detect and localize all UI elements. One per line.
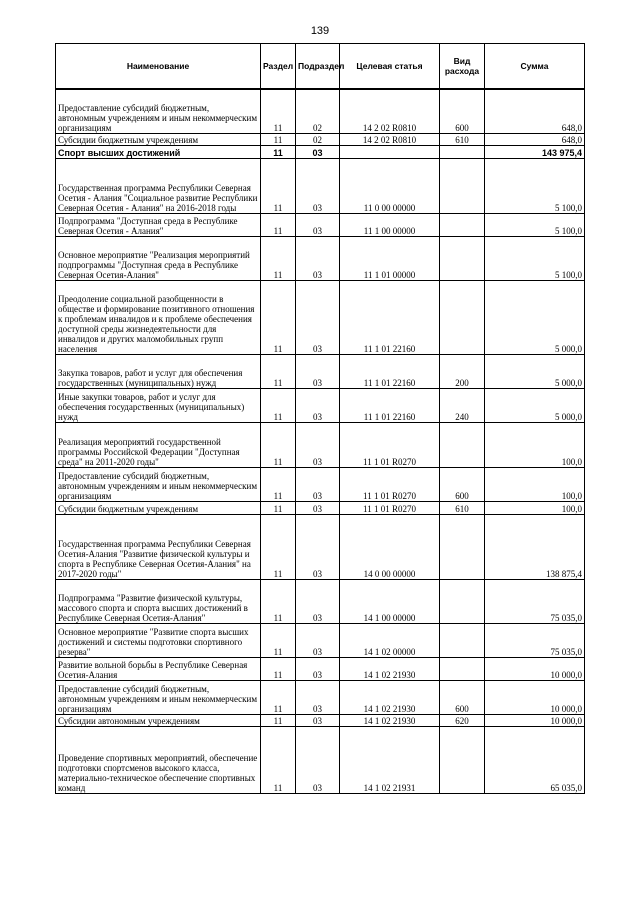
cell-subsection: 03: [296, 422, 340, 467]
cell-target: 14 1 02 21930: [340, 680, 440, 714]
cell-section: 11: [261, 514, 296, 579]
cell-target: 11 1 01 R0270: [340, 501, 440, 514]
cell-target: 11 1 01 00000: [340, 236, 440, 280]
cell-target: 11 1 00 00000: [340, 213, 440, 236]
cell-sum: 5 100,0: [485, 213, 585, 236]
cell-name: Основное мероприятие "Реализация мероприятий подпрограммы "Доступная среда в Республике Северная Осетия-Алания": [56, 236, 261, 280]
cell-name: Государственная программа Республики Северная Осетия-Алания "Развитие физической культуры и спорта в Республике Северная Осетия-Алания" на 2017-2020 годы": [56, 514, 261, 579]
cell-type: [440, 657, 485, 680]
cell-sum: 75 035,0: [485, 623, 585, 657]
table-row: [56, 354, 585, 388]
cell-subsection: 03: [296, 680, 340, 714]
cell-name: Субсидии бюджетным учреждениям: [56, 501, 261, 514]
header-subsection: Подраздел: [296, 44, 340, 90]
cell-subsection: 03: [296, 467, 340, 501]
cell-sum: 10 000,0: [485, 657, 585, 680]
cell-type: [440, 145, 485, 158]
cell-type: [440, 236, 485, 280]
cell-section: 11: [261, 501, 296, 514]
cell-subsection: 03: [296, 236, 340, 280]
cell-target: 14 2 02 R0810: [340, 89, 440, 133]
cell-type: 240: [440, 388, 485, 422]
cell-section: 11: [261, 280, 296, 354]
cell-sum: 65 035,0: [485, 726, 585, 793]
cell-type: 200: [440, 354, 485, 388]
cell-sum: 143 975,4: [485, 145, 585, 158]
cell-name: Основное мероприятие "Развитие спорта высших достижений и системы подготовки спортивного резерва": [56, 623, 261, 657]
cell-target: 11 1 01 22160: [340, 388, 440, 422]
cell-name: Подпрограмма "Развитие физической культуры, массового спорта и спорта высших достижений в Республике Северная Осетия-Алания": [56, 579, 261, 623]
cell-subsection: 03: [296, 579, 340, 623]
cell-target: 11 1 01 22160: [340, 354, 440, 388]
cell-section: 11: [261, 236, 296, 280]
cell-section: 11: [261, 133, 296, 145]
cell-target: 14 0 00 00000: [340, 514, 440, 579]
cell-section: 11: [261, 158, 296, 213]
table-row: [56, 236, 585, 280]
cell-section: 11: [261, 388, 296, 422]
cell-section: 11: [261, 213, 296, 236]
table-row: [56, 467, 585, 501]
cell-section: 11: [261, 657, 296, 680]
cell-sum: 648,0: [485, 89, 585, 133]
cell-target: 11 1 01 R0270: [340, 422, 440, 467]
cell-name: Субсидии автономным учреждениям: [56, 714, 261, 726]
cell-sum: 75 035,0: [485, 579, 585, 623]
cell-section: 11: [261, 714, 296, 726]
header-section: Раздел: [261, 44, 296, 90]
cell-subsection: 02: [296, 133, 340, 145]
table-row: [56, 280, 585, 354]
cell-target: 14 1 00 00000: [340, 579, 440, 623]
cell-type: [440, 158, 485, 213]
cell-name: Закупка товаров, работ и услуг для обеспечения государственных (муниципальных) нужд: [56, 354, 261, 388]
cell-target: 11 0 00 00000: [340, 158, 440, 213]
cell-name: Субсидии бюджетным учреждениям: [56, 133, 261, 145]
cell-name: Предоставление субсидий бюджетным, автономным учреждениям и иным некоммерческим организациям: [56, 89, 261, 133]
cell-subsection: 03: [296, 657, 340, 680]
cell-type: [440, 623, 485, 657]
cell-name: Иные закупки товаров, работ и услуг для обеспечения государственных (муниципальных) нужд: [56, 388, 261, 422]
table-row: [56, 623, 585, 657]
cell-subsection: 02: [296, 89, 340, 133]
table-row: [56, 89, 585, 133]
table-body: [56, 89, 585, 793]
budget-table: [55, 43, 585, 794]
table-row: [56, 133, 585, 145]
cell-type: [440, 213, 485, 236]
table-header-row: [56, 44, 585, 90]
cell-target: 11 1 01 22160: [340, 280, 440, 354]
cell-type: 620: [440, 714, 485, 726]
header-name: Наименование: [56, 44, 261, 90]
cell-section: 11: [261, 579, 296, 623]
cell-section: 11: [261, 354, 296, 388]
cell-target: 14 1 02 21930: [340, 714, 440, 726]
cell-target: [340, 145, 440, 158]
cell-section: 11: [261, 145, 296, 158]
cell-sum: 5 000,0: [485, 388, 585, 422]
cell-sum: 100,0: [485, 422, 585, 467]
cell-sum: 10 000,0: [485, 680, 585, 714]
table-row: [56, 145, 585, 158]
cell-subsection: 03: [296, 145, 340, 158]
table-row: [56, 657, 585, 680]
cell-subsection: 03: [296, 354, 340, 388]
table-row: [56, 514, 585, 579]
page-number: 139: [310, 25, 330, 37]
cell-target: 14 1 02 00000: [340, 623, 440, 657]
cell-sum: 5 100,0: [485, 158, 585, 213]
cell-section: 11: [261, 623, 296, 657]
cell-name: Государственная программа Республики Северная Осетия - Алания "Социальное развитие Республики Северная Осетия - Алания" на 2016-2018 годы: [56, 158, 261, 213]
cell-sum: 10 000,0: [485, 714, 585, 726]
cell-type: 600: [440, 89, 485, 133]
cell-sum: 648,0: [485, 133, 585, 145]
cell-sum: 5 100,0: [485, 236, 585, 280]
cell-name: Преодоление социальной разобщенности в обществе и формирование позитивного отношения к проблемам инвалидов и к проблеме обеспечения доступной среды жизнедеятельности для инвалидов и других маломобильных групп населения: [56, 280, 261, 354]
cell-subsection: 03: [296, 213, 340, 236]
header-target: Целевая статья: [340, 44, 440, 90]
table-row: [56, 422, 585, 467]
cell-target: 14 1 02 21930: [340, 657, 440, 680]
table-row: [56, 726, 585, 793]
cell-subsection: 03: [296, 388, 340, 422]
cell-type: [440, 280, 485, 354]
cell-sum: 5 000,0: [485, 354, 585, 388]
table-row: [56, 714, 585, 726]
cell-section: 11: [261, 89, 296, 133]
cell-type: 600: [440, 467, 485, 501]
cell-sum: 5 000,0: [485, 280, 585, 354]
header-type: Вид расхода: [440, 44, 485, 90]
cell-sum: 100,0: [485, 501, 585, 514]
cell-subsection: 03: [296, 514, 340, 579]
cell-name: Предоставление субсидий бюджетным, автономным учреждениям и иным некоммерческим организациям: [56, 680, 261, 714]
table-row: [56, 213, 585, 236]
cell-section: 11: [261, 422, 296, 467]
cell-subsection: 03: [296, 714, 340, 726]
cell-subsection: 03: [296, 623, 340, 657]
cell-section: 11: [261, 726, 296, 793]
cell-subsection: 03: [296, 280, 340, 354]
cell-name: Проведение спортивных мероприятий, обеспечение подготовки спортсменов высокого класса, материально-техническое обеспечение спортивных команд: [56, 726, 261, 793]
cell-section: 11: [261, 680, 296, 714]
cell-subsection: 03: [296, 158, 340, 213]
cell-sum: 100,0: [485, 467, 585, 501]
table-row: [56, 388, 585, 422]
cell-name: Спорт высших достижений: [56, 145, 261, 158]
cell-type: 600: [440, 680, 485, 714]
cell-type: 610: [440, 501, 485, 514]
table-row: [56, 680, 585, 714]
cell-type: [440, 579, 485, 623]
cell-target: 11 1 01 R0270: [340, 467, 440, 501]
cell-subsection: 03: [296, 501, 340, 514]
table-row: [56, 501, 585, 514]
cell-target: 14 2 02 R0810: [340, 133, 440, 145]
cell-type: 610: [440, 133, 485, 145]
cell-name: Подпрограмма "Доступная среда в Республике Северная Осетия - Алания": [56, 213, 261, 236]
header-sum: Сумма: [485, 44, 585, 90]
cell-name: Предоставление субсидий бюджетным, автономным учреждениям и иным некоммерческим организациям: [56, 467, 261, 501]
cell-sum: 138 875,4: [485, 514, 585, 579]
cell-subsection: 03: [296, 726, 340, 793]
cell-name: Развитие вольной борьбы в Республике Северная Осетия-Алания: [56, 657, 261, 680]
cell-type: [440, 514, 485, 579]
cell-type: [440, 726, 485, 793]
cell-type: [440, 422, 485, 467]
cell-section: 11: [261, 467, 296, 501]
cell-target: 14 1 02 21931: [340, 726, 440, 793]
table-row: [56, 158, 585, 213]
table-row: [56, 579, 585, 623]
cell-name: Реализация мероприятий государственной программы Российской Федерации "Доступная среда" на 2011-2020 годы": [56, 422, 261, 467]
